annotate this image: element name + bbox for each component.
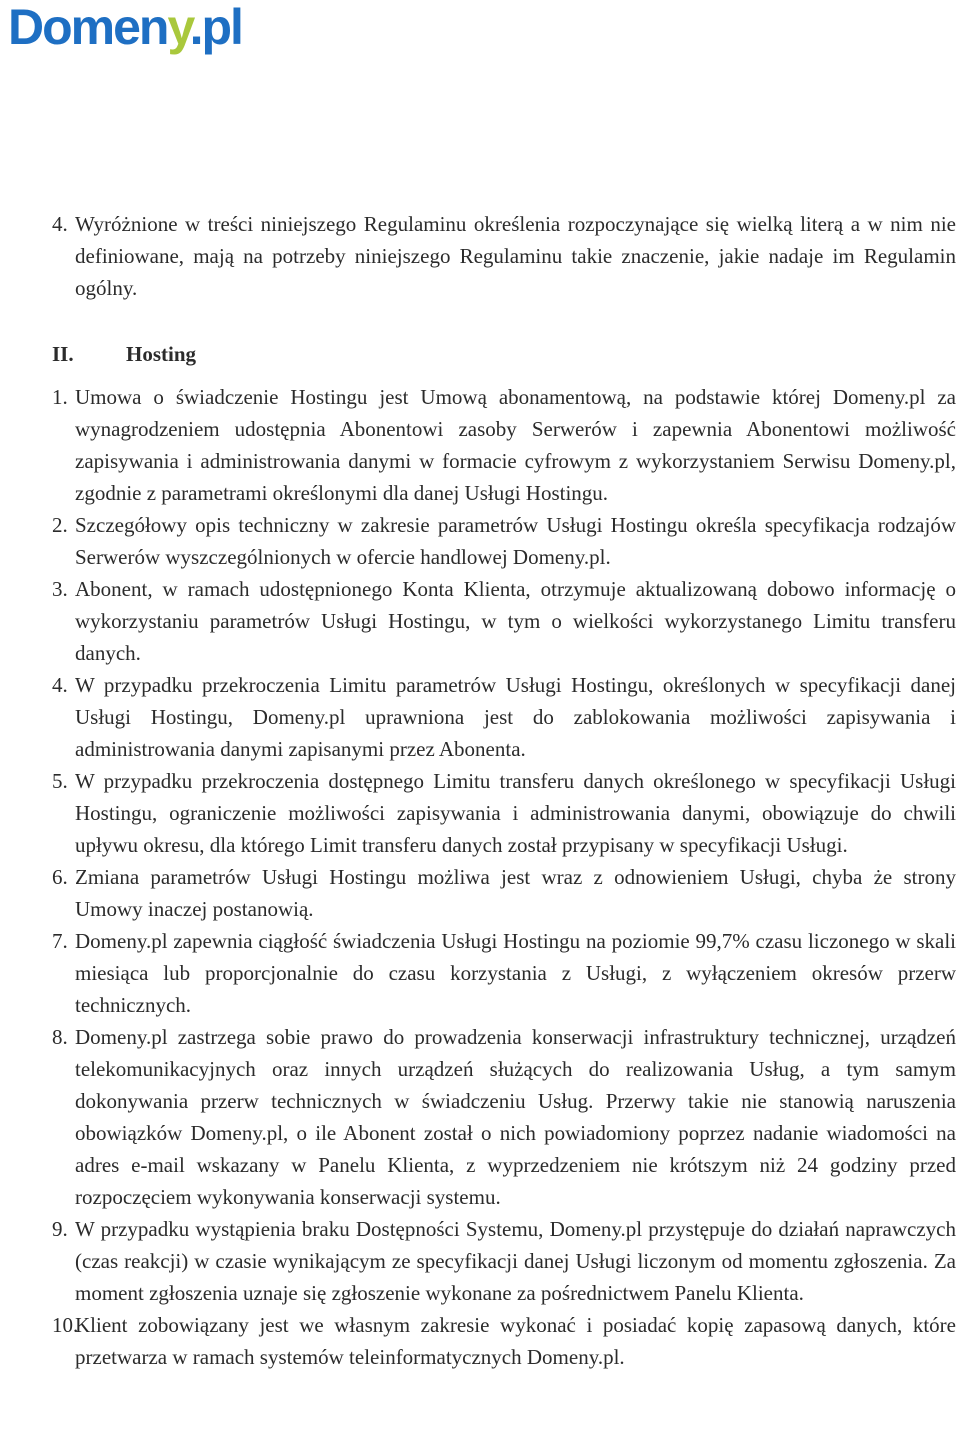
list-item — [52, 1309, 956, 1373]
list-item — [52, 1021, 956, 1213]
list-item — [52, 765, 956, 861]
intro-item-number: 4. — [52, 212, 68, 236]
item-text: W przypadku przekroczenia Limitu parametrów Usługi Hostingu, określonych w specyfikacji danej Usługi Hostingu, Domeny.pl uprawniona jest do zablokowania możliwości zapisywania i administrowania danymi zapisanymi przez Abonenta. — [75, 673, 956, 761]
item-text: Szczegółowy opis techniczny w zakresie parametrów Usługi Hostingu określa specyfikacja rodzajów Serwerów wyszczególnionych w ofercie handlowej Domeny.pl. — [75, 513, 956, 569]
item-text: W przypadku wystąpienia braku Dostępności Systemu, Domeny.pl przystępuje do działań naprawczych (czas reakcji) w czasie wynikającym ze specyfikacji danej Usługi liczonym od momentu zgłoszenia. Za moment zgłoszenia uznaje się zgłoszenie wykonane za pośrednictwem Panelu Klienta. — [75, 1217, 956, 1305]
list-item — [52, 509, 956, 573]
item-text: Zmiana parametrów Usługi Hostingu możliwa jest wraz z odnowieniem Usługi, chyba że strony Umowy inaczej postanowią. — [75, 865, 956, 921]
logo-text-y: y — [167, 0, 190, 55]
item-number: 5. — [52, 769, 68, 793]
item-number: 6. — [52, 865, 68, 889]
item-text: Klient zobowiązany jest we własnym zakresie wykonać i posiadać kopię zapasową danych, które przetwarza w ramach systemów teleinformatycznych Domeny.pl. — [75, 1313, 956, 1369]
item-text: Domeny.pl zastrzega sobie prawo do prowadzenia konserwacji infrastruktury technicznej, urządzeń telekomunikacyjnych oraz innych urządzeń służących do realizowania Usług, a tym samym dokonywania przerw technicznych w świadczeniu Usług. Przerwy takie nie stanowią naruszenia obowiązków Domeny.pl, o ile Abonent został o nich powiadomiony poprzez nadanie wiadomości na adres e-mail wskazany w Panelu Klienta, z wyprzedzeniem nie krótszym niż 24 godziny przed rozpoczęciem wykonywania konserwacji systemu. — [75, 1025, 956, 1209]
item-text: W przypadku przekroczenia dostępnego Limitu transferu danych określonego w specyfikacji Usługi Hostingu, ograniczenie możliwości zapisywania i administrowania danymi, obowiązuje do chwili upływu okresu, dla którego Limit transferu danych został przypisany w specyfikacji Usługi. — [75, 769, 956, 857]
intro-list-item — [52, 208, 956, 304]
list-item — [52, 1213, 956, 1309]
list-item — [52, 925, 956, 1021]
item-number: 9. — [52, 1217, 68, 1241]
item-number: 1. — [52, 385, 68, 409]
list-item — [52, 861, 956, 925]
domeny-logo — [8, 0, 242, 54]
item-number: 4. — [52, 673, 68, 697]
section-title: Hosting — [126, 342, 197, 366]
item-text: Domeny.pl zapewnia ciągłość świadczenia Usługi Hostingu na poziomie 99,7% czasu liczonego w skali miesiąca lub proporcjonalnie do czasu korzystania z Usługi, z wyłączeniem okresów przerw technicznych. — [75, 929, 956, 1017]
section-number: II. — [52, 342, 74, 366]
item-number: 10. — [52, 1313, 79, 1337]
section-heading — [52, 338, 956, 370]
list-item — [52, 669, 956, 765]
item-number: 7. — [52, 929, 68, 953]
item-number: 2. — [52, 513, 68, 537]
item-text: Umowa o świadczenie Hostingu jest Umową abonamentową, na podstawie której Domeny.pl za wynagrodzeniem udostępnia Abonentowi zasoby Serwerów i zapewnia Abonentowi możliwość zapisywania i administrowania danymi w formacie cyfrowym z wykorzystaniem Serwisu Domeny.pl, zgodnie z parametrami określonymi dla danej Usługi Hostingu. — [75, 385, 956, 505]
logo-text-domen: Domen — [8, 0, 168, 55]
intro-item-text: Wyróżnione w treści niniejszego Regulaminu określenia rozpoczynające się wielką literą a w nim nie definiowane, mają na potrzeby niniejszego Regulaminu takie znaczenie, jakie nadaje im Regulamin ogólny. — [75, 212, 956, 300]
regulations-content — [52, 208, 956, 1373]
item-text: Abonent, w ramach udostępnionego Konta Klienta, otrzymuje aktualizowaną dobowo informację o wykorzystaniu parametrów Usługi Hostingu, w tym o wielkości wykorzystanego Limitu transferu danych. — [75, 577, 956, 665]
list-item — [52, 381, 956, 509]
item-number: 8. — [52, 1025, 68, 1049]
logo-text-pl: .pl — [189, 0, 242, 55]
list-item — [52, 573, 956, 669]
item-number: 3. — [52, 577, 68, 601]
